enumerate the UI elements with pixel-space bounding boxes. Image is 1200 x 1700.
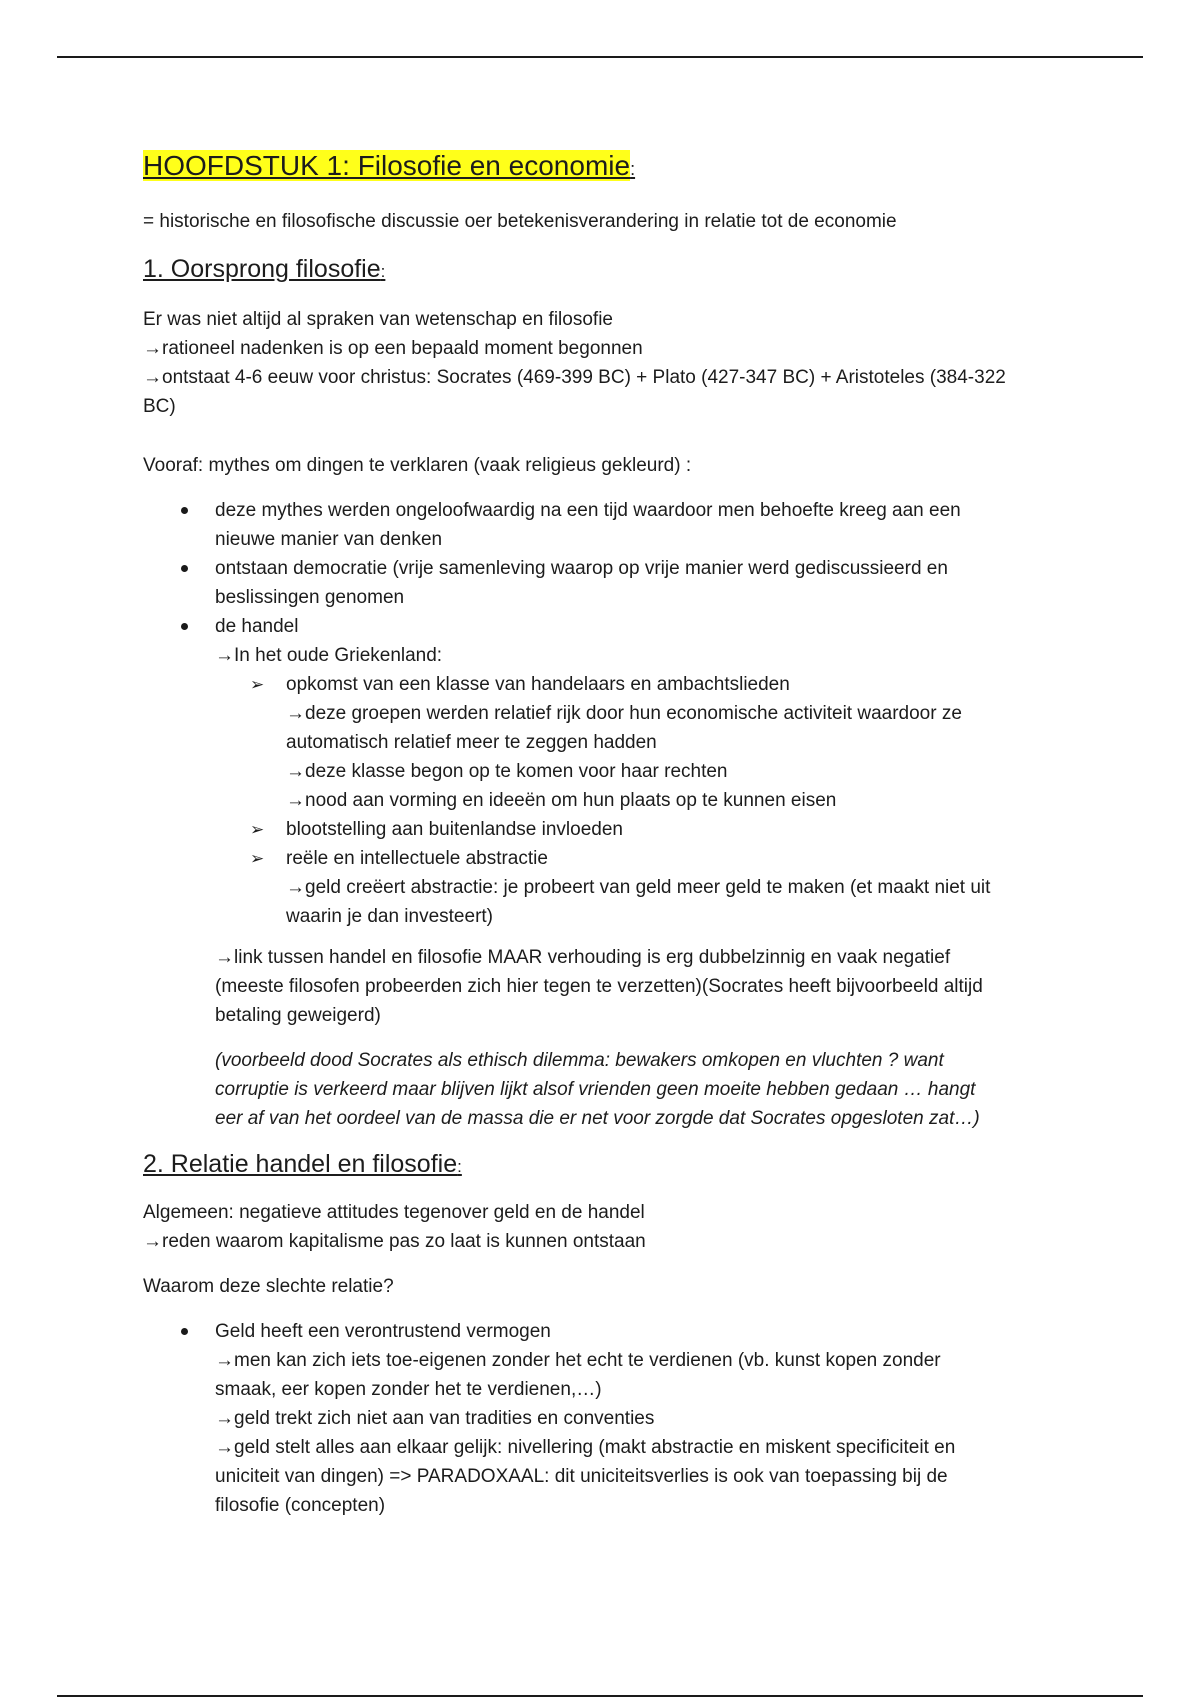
section2-heading-text: 2. Relatie handel en filosofie xyxy=(143,1150,458,1178)
text-line: ontstaan democratie (vrije samenleving waarop op vrije manier werd gediscussieerd en xyxy=(215,558,948,579)
text-line: beslissingen genomen xyxy=(215,587,405,608)
text-line: corruptie is verkeerd maar blijven lijkt alsof vrienden geen moeite hebben gedaan … hangt xyxy=(215,1079,976,1100)
document-body xyxy=(143,148,1063,1532)
trade-subbullet-list xyxy=(215,670,1063,931)
text-line: deze mythes werden ongeloofwaardig na een tijd waardoor men behoefte kreeg aan een xyxy=(215,500,961,521)
text-line: →deze groepen werden relatief rijk door hun economische activiteit waardoor ze xyxy=(286,703,962,724)
text-line: nieuwe manier van denken xyxy=(215,529,443,550)
arrowhead-bullet-icon: ➢ xyxy=(250,849,265,868)
list-item xyxy=(143,496,1063,554)
text-line: →deze klasse begon op te komen voor haar rechten xyxy=(286,761,728,782)
header-rule xyxy=(57,56,1143,58)
text-line: waarin je dan investeert) xyxy=(286,906,493,927)
text-line: smaak, eer kopen zonder het te verdienen,…) xyxy=(215,1379,602,1400)
text-line: Algemeen: negatieve attitudes tegenover geld en de handel xyxy=(143,1202,645,1223)
text-line: →link tussen handel en filosofie MAAR verhouding is erg dubbelzinnig en vaak negatief xyxy=(215,947,951,968)
text-line: de handel xyxy=(215,616,299,637)
link-paragraph xyxy=(143,943,1063,1030)
text-line: (meeste filosofen probeerden zich hier tegen te verzetten)(Socrates heeft bijvoorbeeld altijd xyxy=(215,976,983,997)
list-item xyxy=(143,612,1063,931)
text-line: uniciteit van dingen) => PARADOXAAL: dit uniciteitsverlies is ook van toepassing bij de xyxy=(215,1466,948,1487)
myths-bullet-list xyxy=(143,496,1063,931)
list-item xyxy=(215,670,1063,815)
section1-heading-text: 1. Oorsprong filosofie xyxy=(143,255,381,283)
vooraf-text: Vooraf: mythes om dingen te verklaren (vaak religieus gekleurd) : xyxy=(143,455,692,476)
text-line: →geld stelt alles aan elkaar gelijk: nivellering (makt abstractie en miskent specificiteit en xyxy=(215,1437,956,1458)
list-item xyxy=(143,554,1063,612)
arrowhead-bullet-icon: ➢ xyxy=(250,675,265,694)
section2-heading xyxy=(143,1147,1063,1184)
text-line: →reden waarom kapitalisme pas zo laat is kunnen ontstaan xyxy=(143,1231,646,1252)
money-bullet-list xyxy=(143,1317,1063,1520)
socrates-example-paragraph xyxy=(143,1046,1063,1133)
text-line: automatisch relatief meer te zeggen hadden xyxy=(286,732,657,753)
text-line: Geld heeft een verontrustend vermogen xyxy=(215,1321,551,1342)
text-line: →In het oude Griekenland: xyxy=(215,645,443,666)
text-line: →men kan zich iets toe-eigenen zonder het echt te verdienen (vb. kunst kopen zonder xyxy=(215,1350,941,1371)
section1-heading-colon: : xyxy=(380,262,386,281)
text-line: →ontstaat 4-6 eeuw voor christus: Socrates (469-399 BC) + Plato (427-347 BC) + Aristoteles (384-322 xyxy=(143,367,1006,388)
section1-heading xyxy=(143,252,1063,289)
question-text: Waarom deze slechte relatie? xyxy=(143,1276,394,1297)
page-title xyxy=(143,148,1063,187)
algemeen-paragraph xyxy=(143,1198,1063,1256)
text-line: (voorbeeld dood Socrates als ethisch dilemma: bewakers omkopen en vluchten ? want xyxy=(215,1050,944,1071)
list-item xyxy=(215,844,1063,931)
text-line: reële en intellectuele abstractie xyxy=(286,848,548,869)
text-line: →geld trekt zich niet aan van tradities en conventies xyxy=(215,1408,655,1429)
intro-text: = historische en filosofische discussie oer betekenisverandering in relatie tot de economie xyxy=(143,211,897,232)
text-line: →geld creëert abstractie: je probeert van geld meer geld te maken (et maakt niet uit xyxy=(286,877,991,898)
text-line: blootstelling aan buitenlandse invloeden xyxy=(286,819,623,840)
text-line: Er was niet altijd al spraken van wetenschap en filosofie xyxy=(143,309,613,330)
title-text: HOOFDSTUK 1: Filosofie en economie xyxy=(143,150,631,181)
text-line: betaling geweigerd) xyxy=(215,1005,381,1026)
footer-rule xyxy=(57,1695,1143,1697)
section2-heading-colon: : xyxy=(457,1157,462,1176)
text-line: →nood aan vorming en ideeën om hun plaats op te kunnen eisen xyxy=(286,790,837,811)
list-item xyxy=(215,815,1063,844)
text-line: eer af van het oordeel van de massa die er net voor zorgde dat Socrates opgesloten zat…) xyxy=(215,1108,980,1129)
text-line: opkomst van een klasse van handelaars en ambachtslieden xyxy=(286,674,790,695)
title-colon: : xyxy=(630,159,636,179)
list-item xyxy=(143,1317,1063,1520)
arrowhead-bullet-icon: ➢ xyxy=(250,820,265,839)
text-line: →rationeel nadenken is op een bepaald moment begonnen xyxy=(143,338,643,359)
text-line: BC) xyxy=(143,396,176,417)
text-line: filosofie (concepten) xyxy=(215,1495,386,1516)
